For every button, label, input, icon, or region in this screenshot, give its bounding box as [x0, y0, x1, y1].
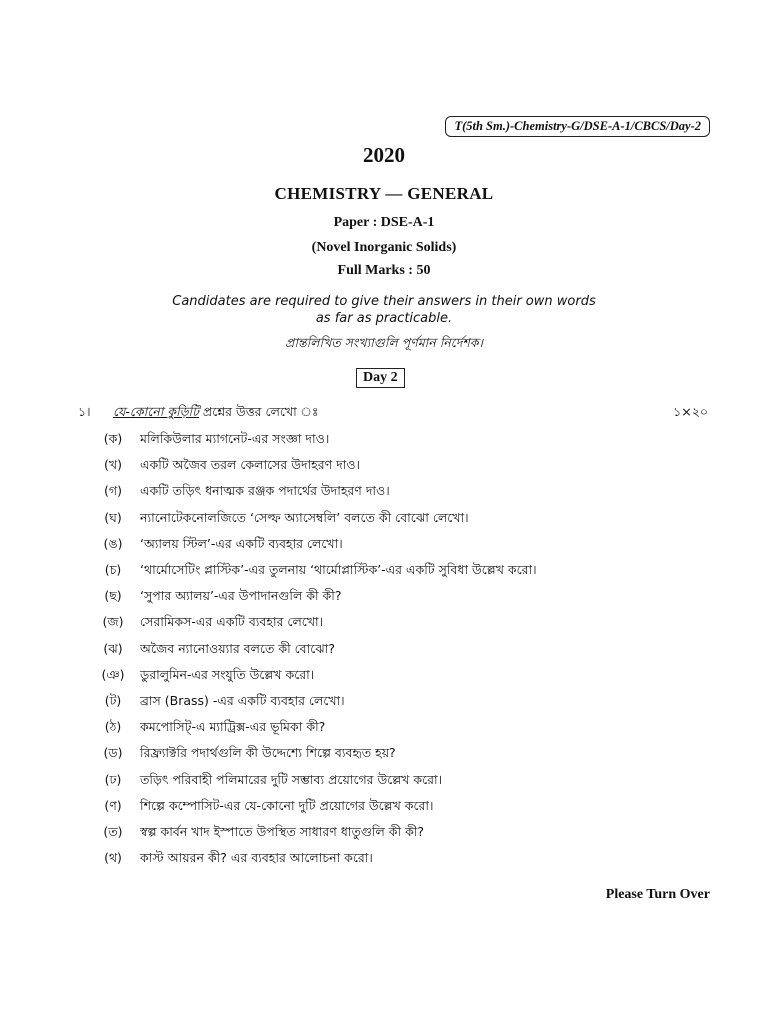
sub-question [88, 847, 728, 873]
instructions-bengali: প্রান্তলিখিত সংখ্যাগুলি পূর্ণমান নির্দেশক। [285, 335, 483, 350]
sub-question-label: (ঘ) [104, 509, 122, 525]
sub-question-text: রিফ্র্যাক্টরি পদার্থগুলি কী উদ্দেশ্যে শিল্পে ব্যবহৃত হয়? [140, 745, 396, 761]
instructions-english [0, 293, 768, 327]
sub-question-label: (গ) [104, 483, 122, 499]
sub-question [88, 559, 728, 585]
sub-question [88, 428, 728, 454]
sub-question-label: (ছ) [104, 588, 122, 604]
sub-question-label: (ঢ) [104, 771, 122, 787]
sub-question-label: (ক) [103, 431, 123, 447]
full-marks: Full Marks : 50 [337, 263, 431, 278]
sub-question [88, 454, 728, 480]
sub-question-text: ‘থার্মোসেটিং প্লাস্টিক’-এর তুলনায় ‘থার্মোপ্লাস্টিক’-এর একটি সুবিধা উল্লেখ করো। [140, 562, 537, 578]
sub-question [88, 795, 728, 821]
sub-question [88, 585, 728, 611]
sub-question-text: একটি অজৈব তরল কেলাসের উদাহরণ দাও। [140, 457, 360, 473]
sub-question [88, 821, 728, 847]
sub-question [88, 507, 728, 533]
sub-question [88, 742, 728, 768]
sub-question-label: (ণ) [104, 797, 122, 813]
sub-question-label: (জ) [102, 614, 124, 630]
sub-question [88, 690, 728, 716]
sub-question-text: ‘অ্যালয় স্টিল’-এর একটি ব্যবহার লেখো। [140, 535, 343, 551]
exam-year: 2020 [363, 143, 405, 167]
sub-question-text: কাস্ট আয়রন কী? এর ব্যবহার আলোচনা করো। [140, 850, 373, 866]
sub-question [88, 533, 728, 559]
sub-question-label: (ঞ) [101, 666, 125, 682]
sub-question-label: (চ) [104, 562, 122, 578]
sub-question-text: সেরামিকস-এর একটি ব্যবহার লেখো। [140, 614, 324, 630]
question-title-rest: প্রশ্নের উত্তর লেখো ঃ [198, 404, 319, 419]
sub-question [88, 768, 728, 794]
sub-question-text: শিল্পে কম্পোসিট-এর যে-কোনো দুটি প্রয়োগের উল্লেখ করো। [140, 797, 434, 813]
sub-question-text: ন্যানোটেকনোলজিতে ‘সেল্ফ অ্যাসেম্বলি’ বলতে কী বোঝো লেখো। [140, 509, 469, 525]
sub-question-label: (ত) [103, 823, 123, 839]
sub-question-label: (থ) [104, 850, 122, 866]
sub-question-label: (ঙ) [103, 535, 123, 551]
paper-topic: (Novel Inorganic Solids) [311, 240, 457, 255]
question-title [113, 404, 319, 424]
sub-question-label: (ঠ) [104, 719, 122, 735]
paper-code-box: T(5th Sm.)-Chemistry-G/DSE-A-1/CBCS/Day-2 [445, 116, 710, 137]
sub-question [88, 480, 728, 506]
sub-question [88, 716, 728, 742]
sub-question-list [88, 428, 728, 873]
paper-code: Paper : DSE-A-1 [333, 215, 435, 230]
instructions-english-line1: Candidates are required to give their answers in their own words [172, 294, 596, 309]
question-title-emphasis: যে-কোনো কুড়িটি [113, 404, 199, 419]
sub-question-text: ব্রাস (Brass) -এর একটি ব্যবহার লেখো। [140, 692, 345, 708]
sub-question [88, 638, 728, 664]
instructions-english-line2: as far as practicable. [315, 311, 453, 326]
sub-question [88, 664, 728, 690]
sub-question-text: অজৈব ন্যানোওয়্যার বলতে কী বোঝো? [140, 640, 336, 656]
sub-question-label: (খ) [104, 457, 122, 473]
question-marks: ১×২০ [673, 404, 708, 419]
sub-question-text: স্বল্প কার্বন খাদ ইস্পাতে উপস্থিত সাধারণ ধাতুগুলি কী কী? [140, 823, 425, 839]
sub-question-text: ‘সুপার অ্যালয়’-এর উপাদানগুলি কী কী? [140, 588, 342, 604]
sub-question-text: তড়িৎ পরিবাহী পলিমারের দুটি সম্ভাব্য প্রয়োগের উল্লেখ করো। [140, 771, 443, 787]
sub-question [88, 611, 728, 637]
sub-question-text: একটি তড়িৎ ধনাত্মক রঞ্জক পদার্থের উদাহরণ দাও। [140, 483, 390, 499]
please-turn-over: Please Turn Over [605, 887, 710, 902]
sub-question-label: (ট) [104, 692, 122, 708]
sub-question-text: মলিকিউলার ম্যাগনেট-এর সংজ্ঞা দাও। [140, 431, 330, 447]
sub-question-label: (ঝ) [103, 640, 123, 656]
day-label-box: Day 2 [356, 368, 405, 388]
sub-question-label: (ড) [103, 745, 123, 761]
sub-question-text: কমপোসিট্-এ ম্যাট্রিক্স-এর ভূমিকা কী? [140, 719, 326, 735]
question-number: ১। [78, 404, 91, 419]
sub-question-text: ডুরালুমিন-এর সংযুতি উল্লেখ করো। [140, 666, 315, 682]
subject-title: CHEMISTRY — GENERAL [274, 184, 494, 203]
